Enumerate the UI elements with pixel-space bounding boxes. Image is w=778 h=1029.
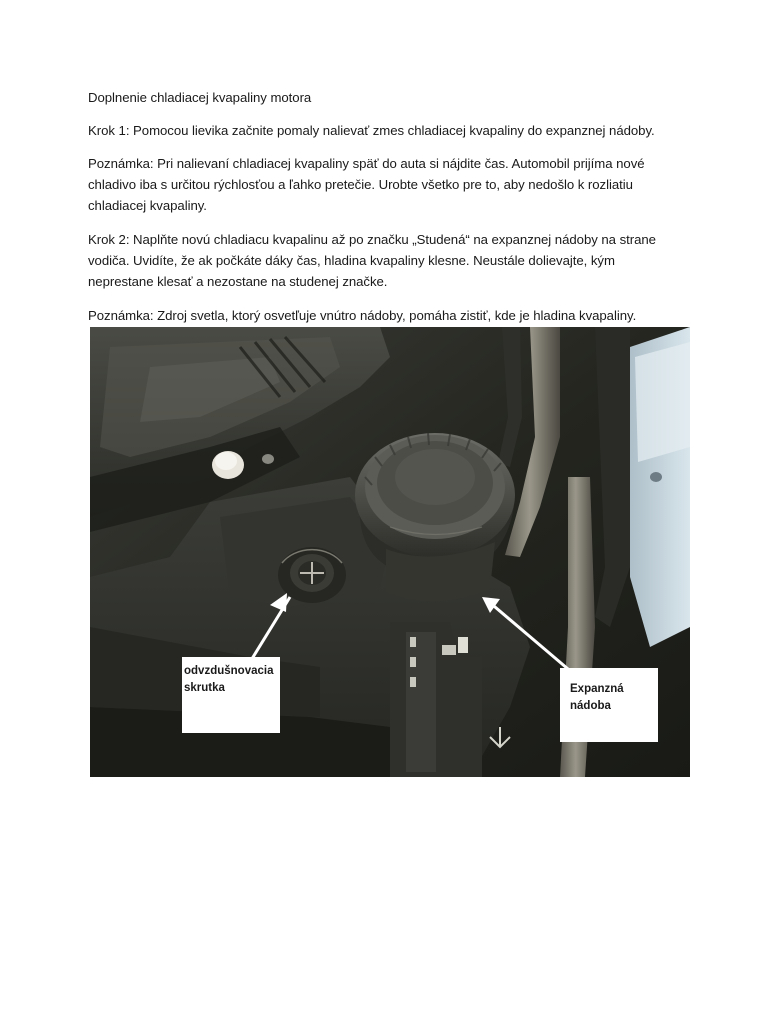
- step-1-paragraph: Krok 1: Pomocou lievika začnite pomaly nalievať zmes chladiacej kvapaliny do expanznej nádoby.: [88, 123, 655, 138]
- document-title: Doplnenie chladiacej kvapaliny motora: [88, 90, 312, 105]
- step-2-line: neprestane klesať a nezostane na studenej značke.: [88, 274, 388, 289]
- step-2-line: Krok 2: Naplňte novú chladiacu kvapalinu až po značku „Studená“ na expanznej nádoby na strane: [88, 232, 656, 247]
- note-2-paragraph: Poznámka: Zdroj svetla, ktorý osvetľuje vnútro nádoby, pomáha zistiť, kde je hladina kvapaliny.: [88, 308, 637, 323]
- expansion-tank-label-line: Expanzná: [570, 683, 624, 695]
- note-1-line: chladivo iba s určitou rýchlosťou a ľahko pretečie. Urobte všetko pre to, aby nedošlo k rozliatiu: [88, 177, 633, 192]
- step-2-line: vodiča. Uvidíte, že ak počkáte dáky čas, hladina kvapaliny klesne. Neustále dolievajte, kým: [88, 253, 615, 268]
- expansion-tank-label: [560, 668, 658, 742]
- bleed-screw-label: [182, 657, 280, 733]
- expansion-tank-label-line: nádoba: [570, 700, 611, 712]
- bleed-screw-label-line: skrutka: [184, 682, 225, 694]
- step-2-paragraph: [88, 229, 688, 292]
- note-1-line: Poznámka: Pri nalievaní chladiacej kvapaliny späť do auta si nájdite čas. Automobil prijíma nové: [88, 156, 645, 171]
- bleed-screw-label-line: odvzdušnovacia: [184, 665, 274, 677]
- note-1-paragraph: [88, 153, 688, 216]
- note-1-line: chladiacej kvapaliny.: [88, 198, 207, 213]
